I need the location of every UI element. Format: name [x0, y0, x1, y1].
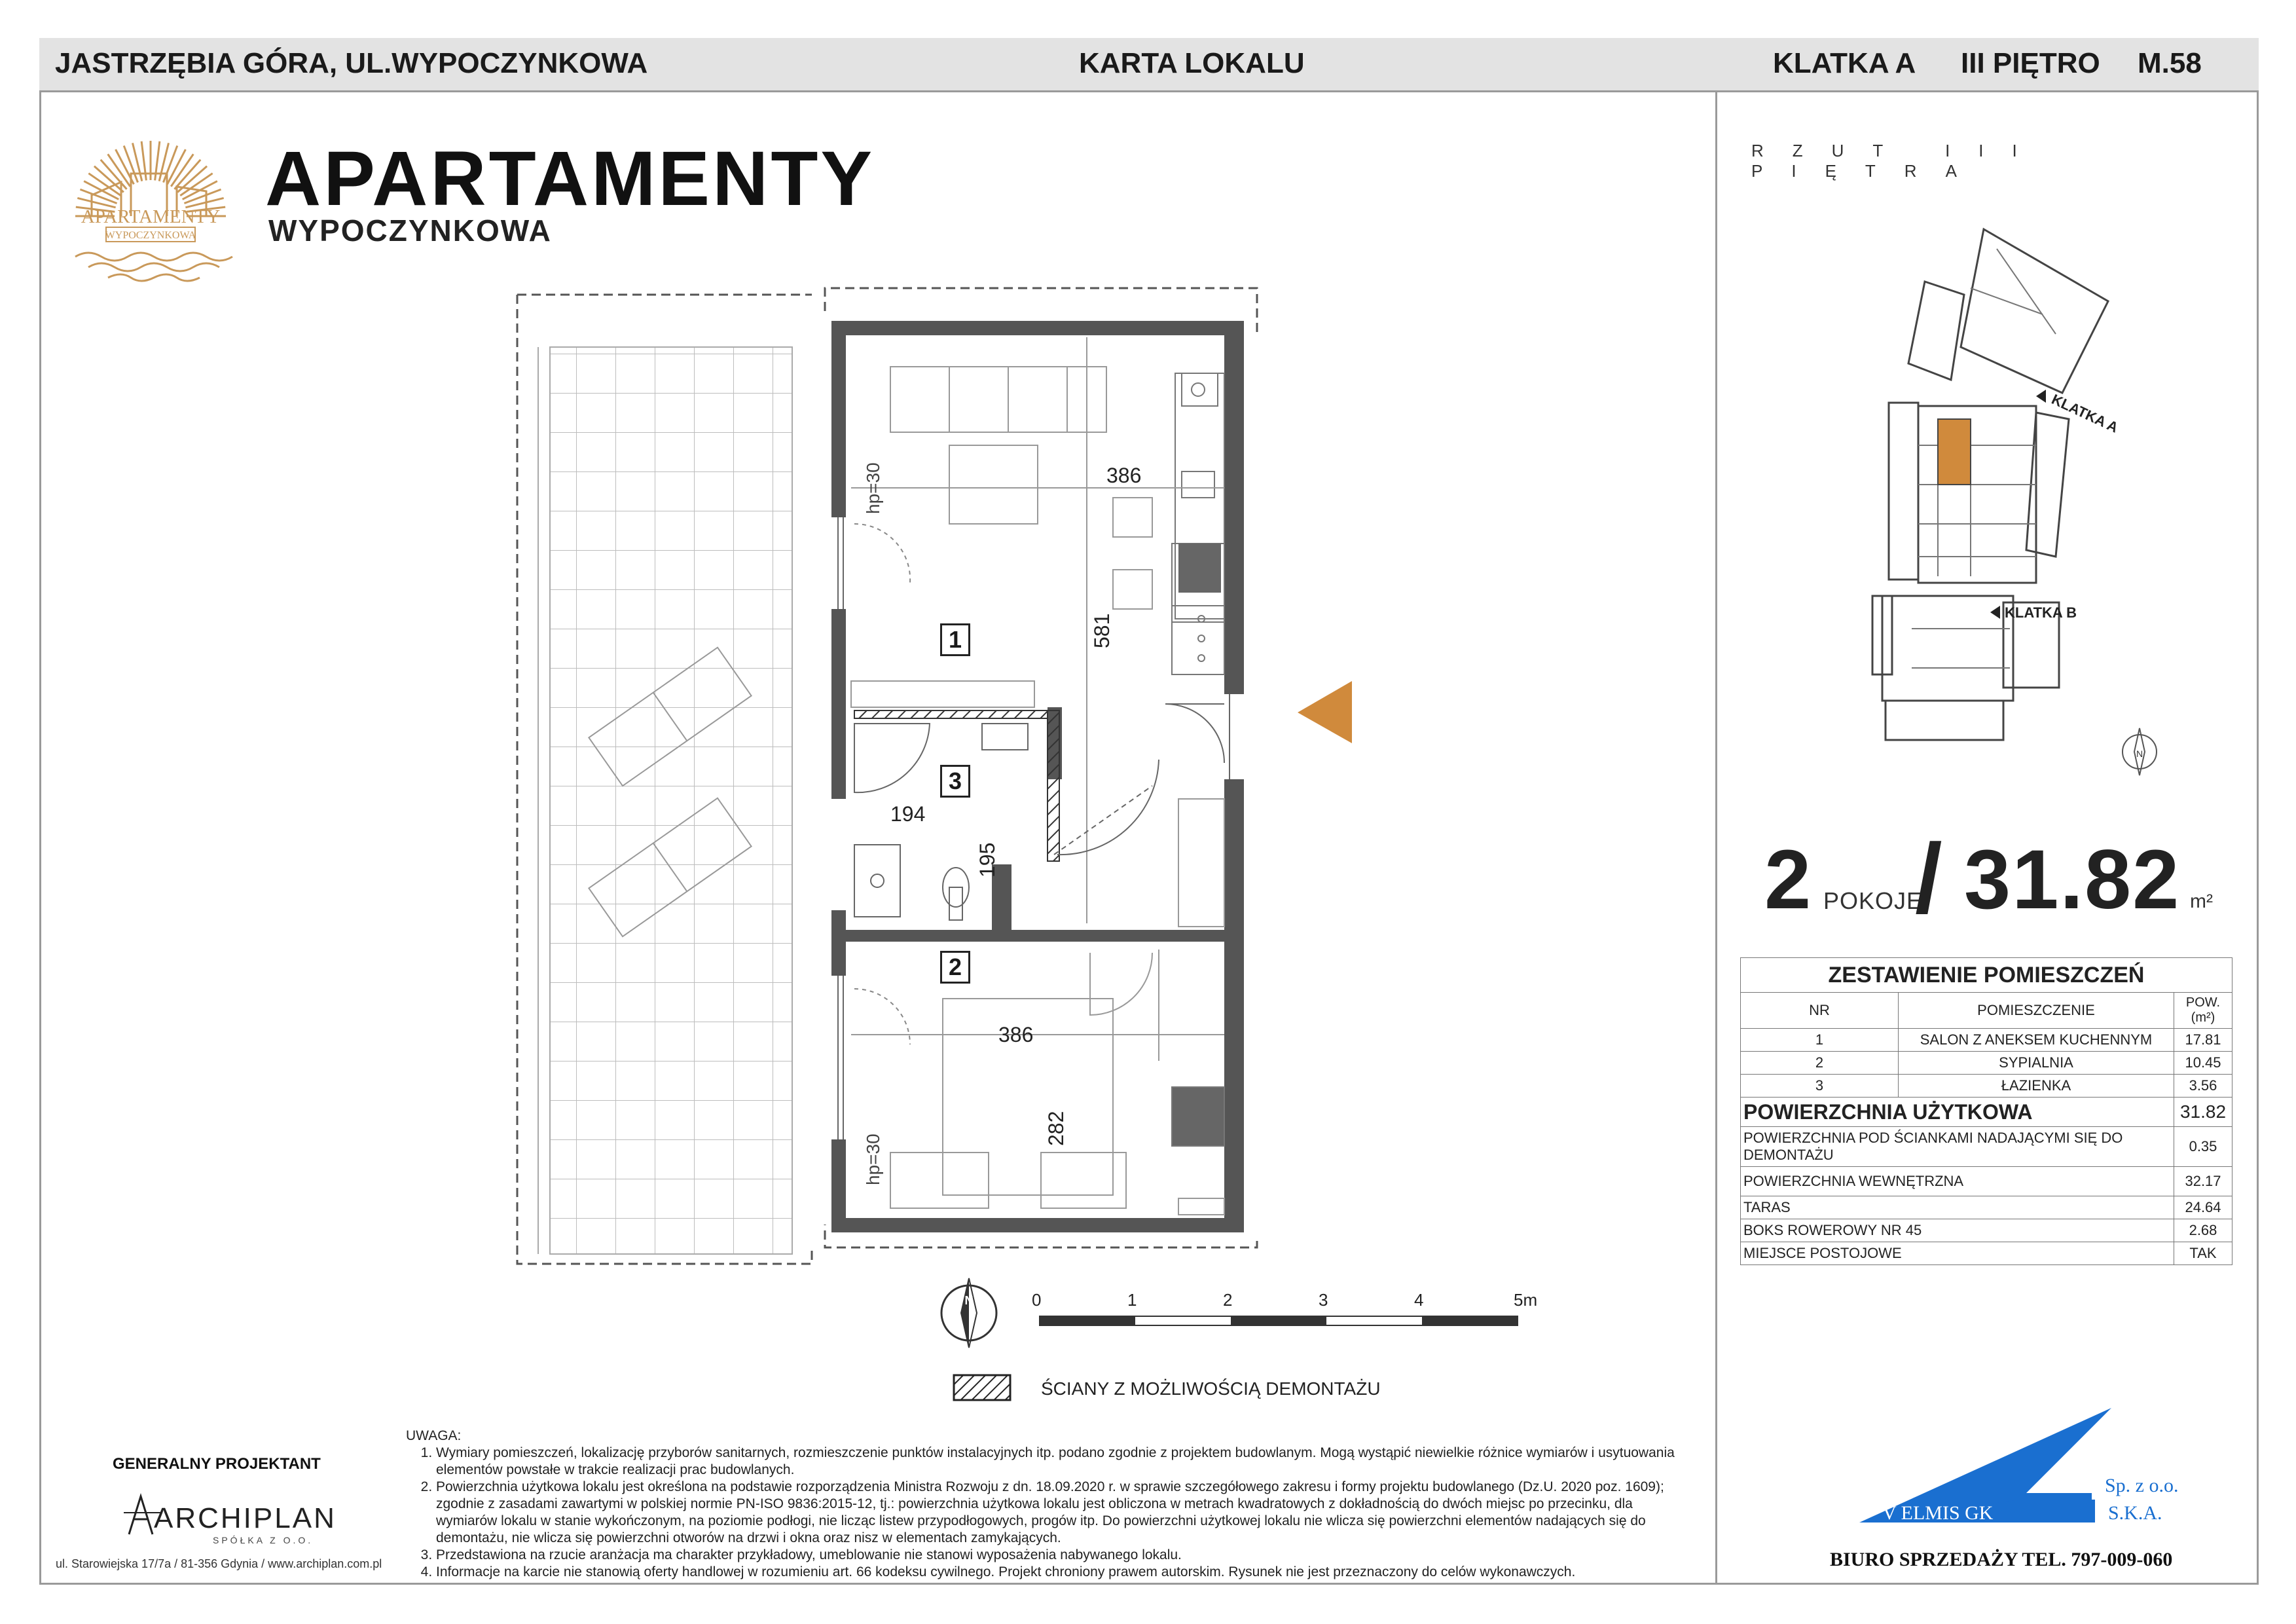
sun-logo-icon — [52, 118, 249, 288]
col-header-area: POW. (m²) — [2174, 993, 2232, 1029]
designer-sub: SPÓŁKA Z O.O. — [213, 1535, 314, 1545]
col-header-nr: NR — [1741, 993, 1899, 1029]
table-row: 1 SALON Z ANEKSEM KUCHENNYM 17.81 — [1741, 1029, 2232, 1052]
doc-title: KARTA LOKALU — [1079, 47, 1305, 79]
keyplan-title: RZUT III PIĘTRA — [1751, 141, 2046, 181]
scale-label: 3 — [1319, 1290, 1328, 1310]
table-row: POWIERZCHNIA POD ŚCIANKAMI NADAJĄCYMI SIĘ DO DEMONTAŻU 0.35 — [1741, 1127, 2232, 1167]
scale-bar — [1038, 1310, 1535, 1336]
terrace — [517, 295, 812, 1264]
table-row: TARAS 24.64 — [1741, 1196, 2232, 1219]
rooms-table — [1740, 957, 2232, 1265]
table-row: POWIERZCHNIA WEWNĘTRZNA 32.17 — [1741, 1167, 2232, 1196]
developer-ska: S.K.A. — [2108, 1502, 2162, 1524]
logo-line1: APARTAMENTY — [81, 206, 221, 227]
brand-subtitle: WYPOCZYNKOWA — [268, 213, 552, 248]
location-title: JASTRZĘBIA GÓRA, UL.WYPOCZYNKOWA — [55, 47, 648, 79]
designer-name: ARCHIPLAN — [154, 1502, 337, 1534]
table-row: 3 ŁAZIENKA 3.56 — [1741, 1075, 2232, 1098]
note-item: 2. Powierzchnia użytkowa lokalu jest określona na podstawie rozporządzenia Ministra Rozwoju z dn. 18.09.2020 r. w sprawie szczegółowego zakresu i formy projektu budowlanego (Dz.U. 2020 poz. 1609); zgodnie z zasadami zawartymi w polskiej normie PN-ISO 9836:2015-12, tj.: powierzchnia użytkowa lokalu jest obliczona w metrach kwadratowych z dokładnością do dwóch miejsc po przecinku, dla wymiarów lokalu w stanie wykończonym, na poziomie podłogi, nie licząc listew przypodłogowych, progów itp. Do powierzchni użytkowej lokalu nie wlicza się powierzchni elementów nadających się do demontażu, nie wlicza się powierzchni otworów na drzwi i okna oraz nisz w elementach zamykających. — [436, 1479, 1689, 1547]
scale-label: 1 — [1127, 1290, 1137, 1310]
compass-icon — [930, 1264, 1008, 1362]
svg-text:N: N — [964, 1294, 974, 1307]
demolition-wall-legend-icon — [953, 1374, 1011, 1403]
dim-bed-width: 386 — [998, 1023, 1034, 1046]
rooms-count: 2 — [1764, 833, 1812, 927]
sales-phone: BIURO SPRZEDAŻY TEL. 797-009-060 — [1830, 1549, 2173, 1570]
keyplan-north-icon — [2113, 720, 2166, 779]
col-header-room: POMIESZCZENIE — [1899, 993, 2174, 1029]
floor-label: III PIĘTRO — [1961, 47, 2100, 79]
dim-bath-length: 195 — [975, 842, 999, 877]
summary-slash: / — [1915, 823, 1942, 933]
usable-area-row: POWIERZCHNIA UŻYTKOWA 31.82 — [1741, 1098, 2232, 1127]
column-divider — [1715, 90, 1717, 1585]
unit-highlight — [1938, 419, 1971, 485]
notes-section — [406, 1428, 1689, 1581]
unit-label: M.58 — [2138, 47, 2202, 79]
scale-label: 5m — [1514, 1290, 1538, 1310]
keyplan-building — [1846, 223, 2154, 760]
header-bar — [39, 38, 2259, 90]
scale-label: 0 — [1032, 1290, 1042, 1310]
table-row: BOKS ROWEROWY NR 45 2.68 — [1741, 1219, 2232, 1242]
entrance-marker — [1298, 681, 1352, 743]
designer-address: ul. Starowiejska 17/7a / 81-356 Gdynia / www.archiplan.com.pl — [56, 1557, 382, 1570]
klatka-label: KLATKA A — [1773, 47, 1916, 79]
dim-bath-width: 194 — [890, 802, 926, 826]
svg-text:N: N — [2136, 748, 2143, 759]
keyplan-label-b: KLATKA B — [2005, 604, 2077, 621]
dim-living-width: 386 — [1106, 464, 1142, 487]
table-row: MIEJSCE POSTOJOWE TAK — [1741, 1242, 2232, 1265]
dim-bed-length: 282 — [1044, 1111, 1068, 1146]
logo-line2: WYPOCZYNKOWA — [105, 230, 196, 241]
dim-living-length: 581 — [1090, 613, 1114, 648]
room-number-1: 1 — [940, 623, 970, 656]
room-number-2: 2 — [940, 951, 970, 984]
legend-label: ŚCIANY Z MOŻLIWOŚCIĄ DEMONTAŻU — [1041, 1378, 1381, 1399]
note-item: 1. Wymiary pomieszczeń, lokalizację przyborów sanitarnych, rozmieszczenie punktów instalacyjnych itp. podano zgodnie z projektem budowlanym. Mogą wystąpić niewielkie różnice wymiarów i usytuowania elementów powstałe w trakcie realizacji prac budowlanych. — [436, 1445, 1689, 1479]
room-number-3: 3 — [940, 765, 970, 798]
archiplan-logo — [115, 1483, 337, 1549]
note-item: 4. Informacje na karcie nie stanowią oferty handlowej w rozumieniu art. 66 kodeksu cywilnego. Projekt chroniony prawem autorskim. Rysunek nie jest przeznaczony do celów wykonawczych. — [436, 1564, 1689, 1581]
brand-title: APARTAMENTY — [265, 136, 875, 222]
total-area: 31.82 — [1964, 833, 2181, 927]
notes-heading: UWAGA: — [406, 1428, 462, 1443]
rooms-table-title: ZESTAWIENIE POMIESZCZEŃ — [1741, 958, 2232, 993]
table-row: 2 SYPIALNIA 10.45 — [1741, 1052, 2232, 1075]
developer-logo — [1856, 1401, 2177, 1532]
note-item: 3. Przedstawiona na rzucie aranżacja ma charakter przykładowy, umeblowanie nie stanowi wyposażenia nabywanego lokalu. — [436, 1547, 1689, 1564]
keyplan-label-a: KLATKA A — [2049, 390, 2121, 436]
rooms-count-label: POKOJE — [1823, 887, 1923, 914]
hp-label-top: hp=30 — [863, 462, 883, 514]
floor-plan — [498, 275, 1336, 1283]
scale-label: 2 — [1223, 1290, 1233, 1310]
scale-label: 4 — [1414, 1290, 1424, 1310]
designer-label: GENERALNY PROJEKTANT — [113, 1455, 321, 1473]
developer-name: V ELMIS GK — [1882, 1502, 1994, 1524]
area-unit: m² — [2190, 891, 2213, 912]
hp-label-bottom: hp=30 — [863, 1134, 883, 1185]
developer-sp: Sp. z o.o. — [2105, 1475, 2179, 1496]
